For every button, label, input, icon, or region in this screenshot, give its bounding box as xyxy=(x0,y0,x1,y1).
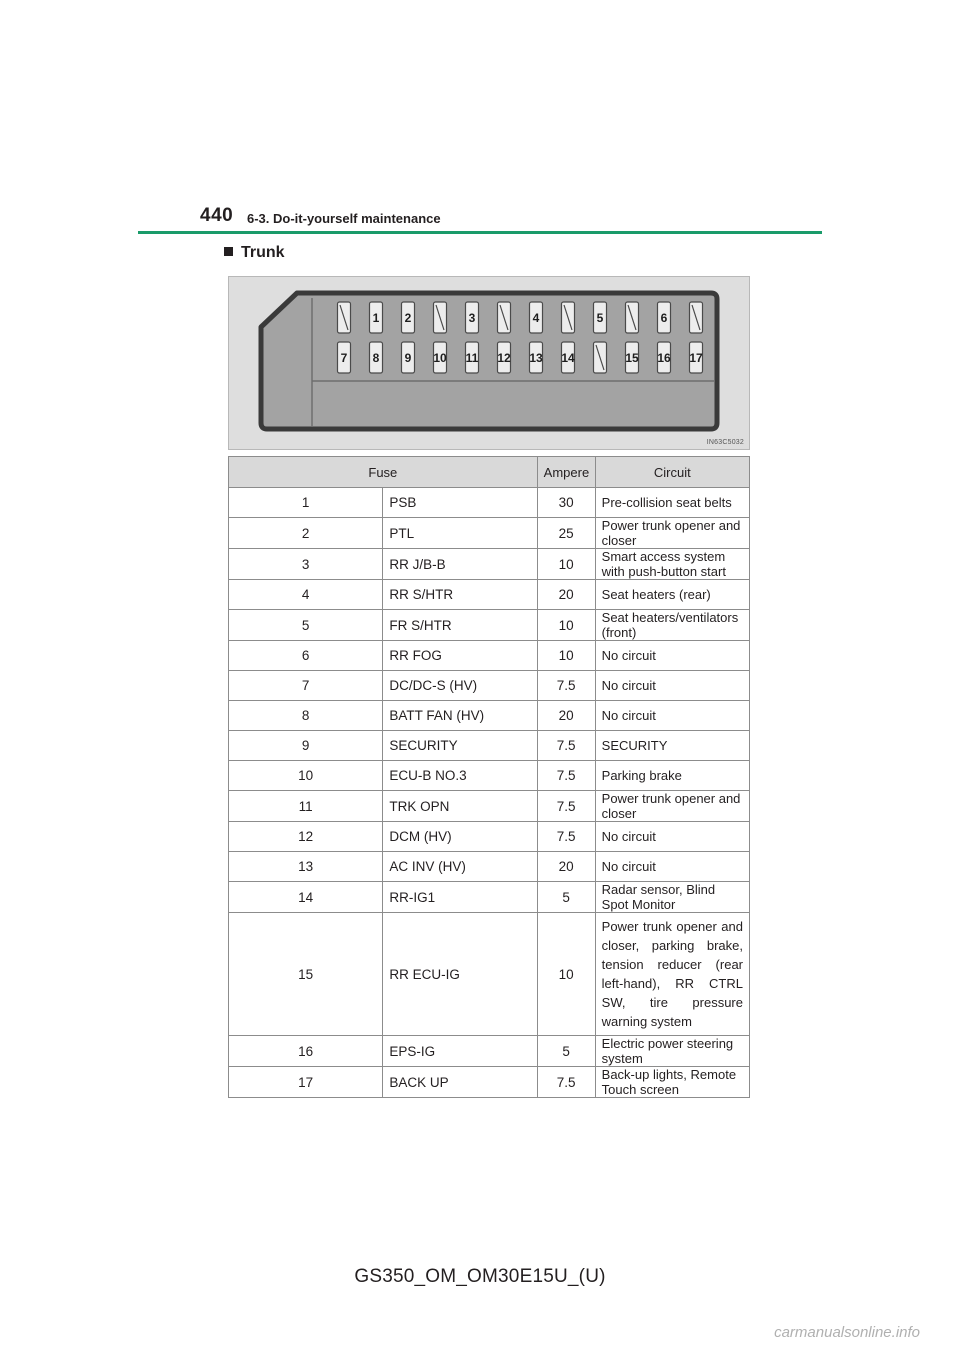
square-bullet-icon xyxy=(224,247,233,256)
table-row xyxy=(229,671,750,701)
fuse-slot-label: 9 xyxy=(404,351,412,365)
fuse-name: BACK UP xyxy=(383,1067,537,1098)
fuse-number: 12 xyxy=(229,822,383,852)
fuse-circuit: No circuit xyxy=(595,852,749,882)
header-rule xyxy=(138,231,822,234)
fuse-number: 8 xyxy=(229,701,383,731)
fuse-number: 5 xyxy=(229,610,383,641)
fuse-number: 15 xyxy=(229,913,383,1036)
fuse-ampere: 20 xyxy=(537,852,595,882)
fuse-circuit: No circuit xyxy=(595,701,749,731)
fuse-ampere: 7.5 xyxy=(537,822,595,852)
table-row xyxy=(229,822,750,852)
table-row xyxy=(229,791,750,822)
table-header-row xyxy=(229,457,750,488)
fuse-circuit: Radar sensor, Blind Spot Monitor xyxy=(595,882,749,913)
section-title: 6-3. Do-it-yourself maintenance xyxy=(247,211,441,226)
diagram-code: IN63C5032 xyxy=(706,439,744,446)
fuse-number: 1 xyxy=(229,488,383,518)
fuse-slot-label: 3 xyxy=(468,311,476,325)
fuse-ampere: 10 xyxy=(537,549,595,580)
fuse-circuit: Pre-collision seat belts xyxy=(595,488,749,518)
fuse-box-outline xyxy=(261,293,717,429)
fuse-slot-label: 8 xyxy=(372,351,380,365)
fuse-number: 3 xyxy=(229,549,383,580)
fuse-circuit: Seat heaters/ventilators (front) xyxy=(595,610,749,641)
fuse-slot-label: 12 xyxy=(497,351,511,365)
subheading xyxy=(224,244,285,262)
fuse-name: ECU-B NO.3 xyxy=(383,761,537,791)
fuse-name: FR S/HTR xyxy=(383,610,537,641)
fuse-name: RR ECU-IG xyxy=(383,913,537,1036)
table-row xyxy=(229,701,750,731)
fuse-slot-label: 5 xyxy=(596,311,604,325)
fuse-circuit: Power trunk opener and closer xyxy=(595,518,749,549)
fuse-name: AC INV (HV) xyxy=(383,852,537,882)
fuse-table xyxy=(228,456,750,1098)
fuse-number: 2 xyxy=(229,518,383,549)
fuse-number: 11 xyxy=(229,791,383,822)
fuse-circuit: No circuit xyxy=(595,822,749,852)
subheading-text: Trunk xyxy=(241,244,285,261)
fuse-ampere: 7.5 xyxy=(537,1067,595,1098)
table-row xyxy=(229,641,750,671)
fuse-ampere: 20 xyxy=(537,580,595,610)
fuse-number: 4 xyxy=(229,580,383,610)
fuse-name: TRK OPN xyxy=(383,791,537,822)
fuse-ampere: 5 xyxy=(537,1036,595,1067)
fuse-name: RR-IG1 xyxy=(383,882,537,913)
fuse-slot-label: 16 xyxy=(657,351,671,365)
fuse-name: PTL xyxy=(383,518,537,549)
fuse-ampere: 25 xyxy=(537,518,595,549)
fuse-circuit: Power trunk opener and closer, parking brake, tension reducer (rear left-hand), RR CTRL SW, tire pressure warning system xyxy=(595,913,749,1036)
fuse-number: 6 xyxy=(229,641,383,671)
fuse-circuit: No circuit xyxy=(595,641,749,671)
fuse-circuit: SECURITY xyxy=(595,731,749,761)
header-fuse: Fuse xyxy=(229,457,538,488)
fuse-box-diagram xyxy=(228,276,750,450)
fuse-number: 7 xyxy=(229,671,383,701)
fuse-name: EPS-IG xyxy=(383,1036,537,1067)
table-row xyxy=(229,610,750,641)
fuse-name: RR S/HTR xyxy=(383,580,537,610)
fuse-ampere: 10 xyxy=(537,641,595,671)
fuse-circuit: Smart access system with push-button start xyxy=(595,549,749,580)
page-number: 440 xyxy=(200,205,234,226)
fuse-name: DCM (HV) xyxy=(383,822,537,852)
fuse-ampere: 10 xyxy=(537,610,595,641)
table-row xyxy=(229,882,750,913)
fuse-ampere: 5 xyxy=(537,882,595,913)
fuse-slot-label: 14 xyxy=(561,351,575,365)
fuse-slot-label: 4 xyxy=(532,311,540,325)
table-row xyxy=(229,1036,750,1067)
table-row xyxy=(229,518,750,549)
header-circuit: Circuit xyxy=(595,457,749,488)
fuse-name: RR J/B-B xyxy=(383,549,537,580)
watermark: carmanualsonline.info xyxy=(774,1324,920,1341)
fuse-slot-label: 15 xyxy=(625,351,639,365)
fuse-name: BATT FAN (HV) xyxy=(383,701,537,731)
fuse-ampere: 7.5 xyxy=(537,791,595,822)
fuse-name: PSB xyxy=(383,488,537,518)
fuse-circuit: Parking brake xyxy=(595,761,749,791)
fuse-slot-label: 13 xyxy=(529,351,543,365)
header-ampere: Ampere xyxy=(537,457,595,488)
document-code: GS350_OM_OM30E15U_(U) xyxy=(354,1266,606,1287)
fuse-ampere: 7.5 xyxy=(537,761,595,791)
fuse-number: 9 xyxy=(229,731,383,761)
fuse-slot-label: 11 xyxy=(465,351,479,365)
table-row xyxy=(229,580,750,610)
fuse-circuit: Electric power steering system xyxy=(595,1036,749,1067)
fuse-slot-label: 2 xyxy=(404,311,412,325)
fuse-box-drawing xyxy=(229,277,749,449)
table-row xyxy=(229,488,750,518)
fuse-name: RR FOG xyxy=(383,641,537,671)
table-row xyxy=(229,1067,750,1098)
fuse-number: 10 xyxy=(229,761,383,791)
fuse-slot-label: 10 xyxy=(433,351,447,365)
fuse-circuit: No circuit xyxy=(595,671,749,701)
fuse-number: 14 xyxy=(229,882,383,913)
fuse-circuit: Back-up lights, Remote Touch screen xyxy=(595,1067,749,1098)
fuse-ampere: 7.5 xyxy=(537,731,595,761)
table-row xyxy=(229,761,750,791)
fuse-number: 17 xyxy=(229,1067,383,1098)
fuse-slot-label: 17 xyxy=(689,351,703,365)
table-row xyxy=(229,913,750,1036)
fuse-ampere: 7.5 xyxy=(537,671,595,701)
fuse-name: SECURITY xyxy=(383,731,537,761)
fuse-name: DC/DC-S (HV) xyxy=(383,671,537,701)
fuse-circuit: Power trunk opener and closer xyxy=(595,791,749,822)
table-row xyxy=(229,852,750,882)
table-row xyxy=(229,731,750,761)
fuse-ampere: 20 xyxy=(537,701,595,731)
fuse-slot-label: 6 xyxy=(660,311,668,325)
fuse-number: 16 xyxy=(229,1036,383,1067)
fuse-circuit: Seat heaters (rear) xyxy=(595,580,749,610)
fuse-slot-label: 7 xyxy=(340,351,348,365)
table-row xyxy=(229,549,750,580)
fuse-number: 13 xyxy=(229,852,383,882)
fuse-ampere: 10 xyxy=(537,913,595,1036)
fuse-ampere: 30 xyxy=(537,488,595,518)
fuse-slot-label: 1 xyxy=(372,311,380,325)
